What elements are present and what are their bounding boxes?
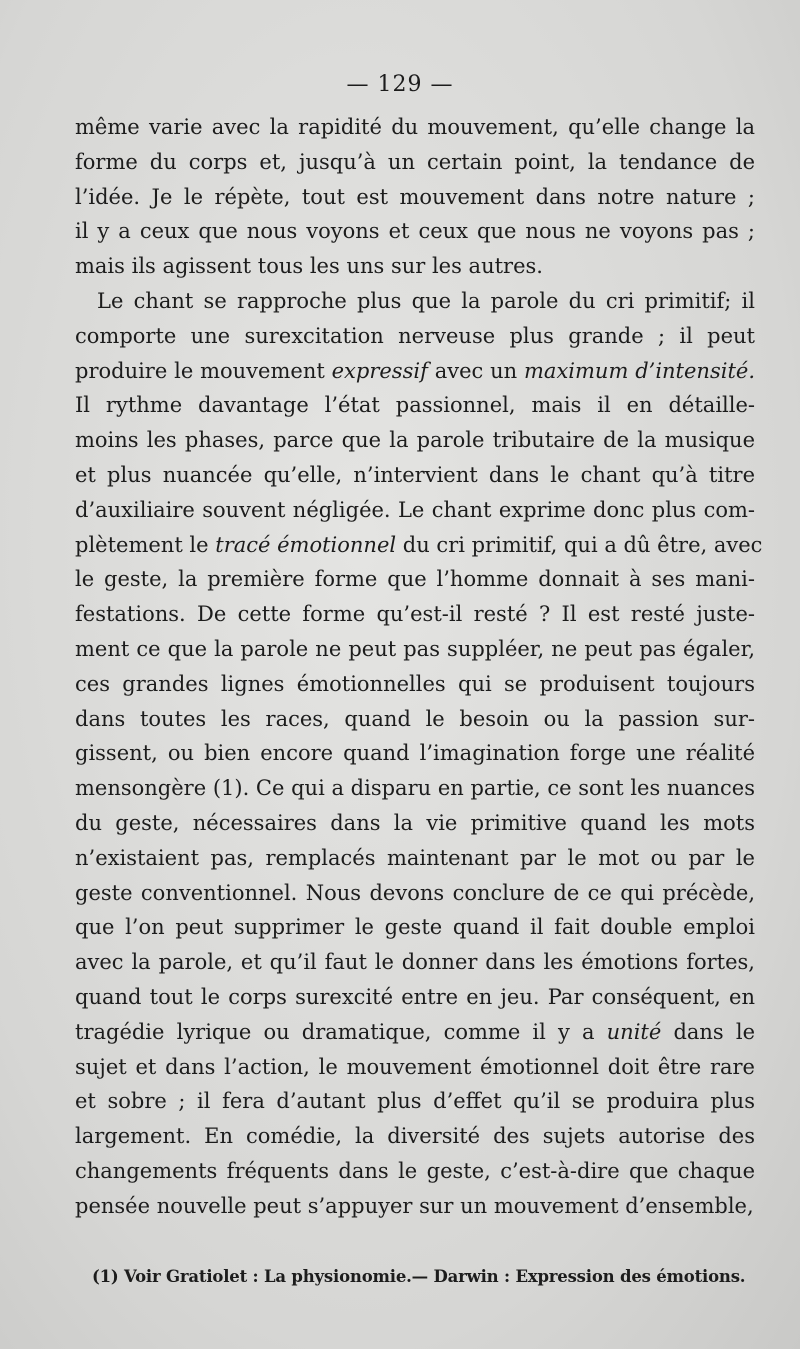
- text-segment: que l’on peut supprimer le geste quand il fait double emploi: [75, 915, 755, 940]
- text-line: [75, 458, 755, 493]
- text-segment: d’auxiliaire souvent négligée. Le chant exprime donc plus com-: [75, 497, 755, 522]
- text-segment: du geste, nécessaires dans la vie primitive quand les mots: [75, 810, 755, 835]
- text-line: [75, 319, 755, 354]
- text-line: [75, 110, 755, 145]
- text-line: [75, 1015, 755, 1050]
- text-line: [75, 562, 755, 597]
- text-segment: moins les phases, parce que la parole tributaire de la musique: [75, 428, 755, 453]
- italic-text: unité: [606, 1019, 662, 1044]
- text-line: [75, 667, 755, 702]
- text-segment: plètement le: [75, 532, 216, 557]
- text-segment: largement. En comédie, la diversité des sujets autorise des: [75, 1124, 755, 1149]
- body-text: [75, 110, 763, 1224]
- text-line: [75, 945, 755, 980]
- text-segment: Il rythme davantage l’état passionnel, mais il en détaille-: [75, 393, 755, 418]
- text-line: [75, 423, 755, 458]
- text-segment: n’existaient pas, remplacés maintenant par le mot ou par le: [75, 845, 755, 870]
- text-line: [75, 528, 763, 563]
- text-segment: avec la parole, et qu’il faut le donner dans les émotions fortes,: [75, 950, 755, 975]
- text-segment: mensongère (1). Ce qui a disparu en partie, ce sont les nuances: [75, 776, 755, 801]
- text-segment: tragédie lyrique ou dramatique, comme il y a: [75, 1019, 607, 1044]
- text-line: [75, 145, 755, 180]
- text-line: [75, 1189, 755, 1224]
- text-segment: ment ce que la parole ne peut pas suppléer, ne peut pas égaler,: [75, 636, 755, 661]
- text-line: [75, 841, 755, 876]
- text-segment: changements fréquents dans le geste, c’est-à-dire que chaque: [75, 1158, 755, 1183]
- text-segment: dans le: [661, 1019, 755, 1044]
- text-segment: sujet et dans l’action, le mouvement émotionnel doit être rare: [75, 1054, 755, 1079]
- italic-text: tracé émotionnel: [215, 532, 397, 557]
- text-line: [75, 284, 755, 319]
- text-segment: même varie avec la rapidité du mouvement, qu’elle change la: [75, 115, 755, 139]
- text-segment: comporte une surexcitation nerveuse plus grande ; il peut: [75, 323, 755, 348]
- text-line: [75, 771, 755, 806]
- text-segment: du cri primitif, qui a dû être, avec: [396, 532, 763, 557]
- text-line: [75, 702, 755, 737]
- text-line: [75, 493, 755, 528]
- text-line: [75, 354, 755, 389]
- text-segment: Le chant se rapproche plus que la parole du cri primitif; il: [97, 288, 755, 313]
- text-line: [75, 1084, 755, 1119]
- text-line: [75, 736, 755, 771]
- text-segment: produire le mouvement: [75, 358, 332, 383]
- text-line: [75, 1050, 755, 1085]
- text-segment: pensée nouvelle peut s’appuyer sur un mouvement d’ensemble,: [75, 1193, 754, 1218]
- footnote: (1) Voir Gratiolet : La physionomie.— Darwin : Expression des émotions.: [92, 1267, 746, 1286]
- text-line: [75, 388, 755, 423]
- text-segment: avec un: [427, 358, 525, 383]
- text-segment: forme du corps et, jusqu’à un certain point, la tendance de: [75, 149, 755, 174]
- text-line: [75, 180, 755, 215]
- text-line: [75, 806, 755, 841]
- text-segment: gissent, ou bien encore quand l’imagination forge une réalité: [75, 741, 755, 766]
- text-segment: et sobre ; il fera d’autant plus d’effet qu’il se produira plus: [75, 1089, 755, 1114]
- text-line: [75, 597, 755, 632]
- text-segment: il y a ceux que nous voyons et ceux que nous ne voyons pas ;: [75, 219, 755, 244]
- text-segment: l’idée. Je le répète, tout est mouvement dans notre nature ;: [75, 184, 755, 209]
- text-segment: geste conventionnel. Nous devons conclure de ce qui précède,: [75, 880, 755, 905]
- text-line: [75, 876, 755, 911]
- text-segment: festations. De cette forme qu’est-il resté ? Il est resté juste-: [75, 602, 755, 627]
- text-segment: mais ils agissent tous les uns sur les autres.: [75, 254, 543, 279]
- text-segment: et plus nuancée qu’elle, n’intervient dans le chant qu’à titre: [75, 462, 755, 487]
- text-line: [75, 1154, 755, 1189]
- text-segment: dans toutes les races, quand le besoin ou la passion sur-: [75, 706, 755, 731]
- text-line: [75, 910, 755, 945]
- text-line: [75, 632, 755, 667]
- italic-text: maximum d’intensité.: [524, 358, 755, 383]
- text-line: [75, 980, 755, 1015]
- text-line: [75, 1119, 755, 1154]
- text-segment: le geste, la première forme que l’homme donnait à ses mani-: [75, 567, 755, 592]
- page-number: — 129 —: [346, 72, 454, 97]
- text-segment: quand tout le corps surexcité entre en jeu. Par conséquent, en: [75, 984, 755, 1009]
- text-line: [75, 249, 755, 284]
- text-segment: ces grandes lignes émotionnelles qui se produisent toujours: [75, 671, 755, 696]
- italic-text: expressif: [331, 358, 428, 383]
- text-line: [75, 214, 755, 249]
